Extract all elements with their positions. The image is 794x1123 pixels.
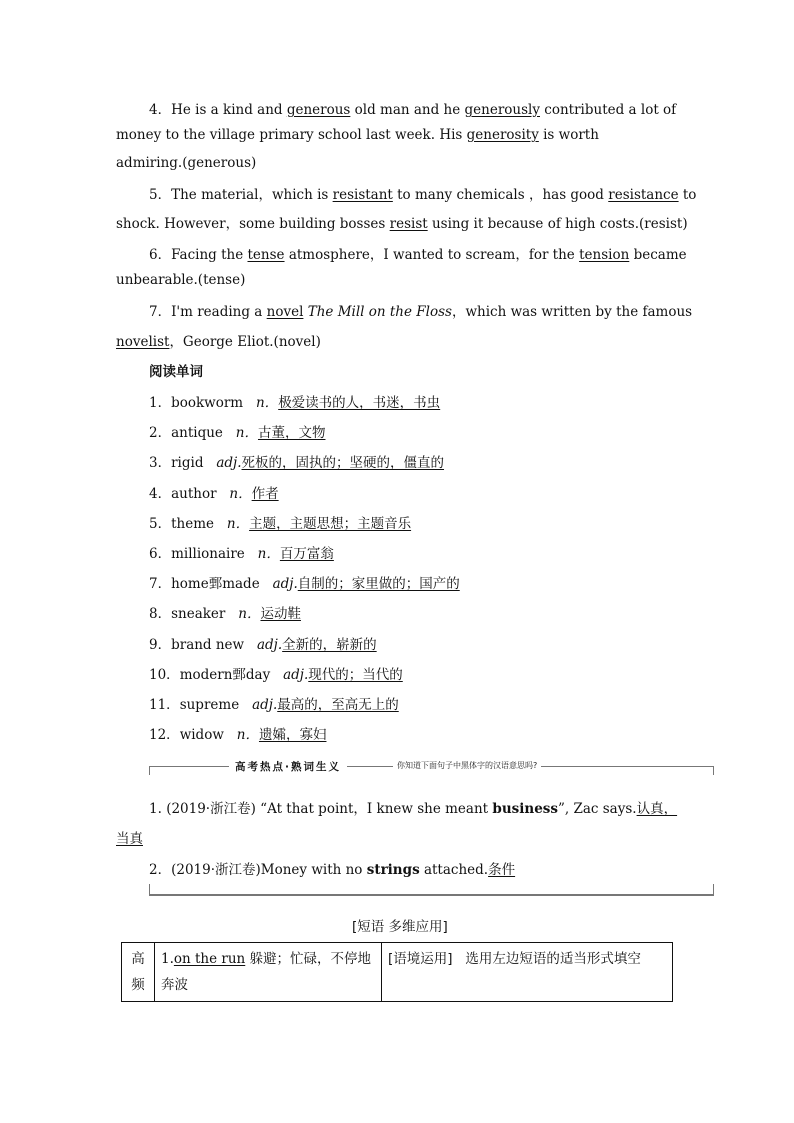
list-item [149,421,325,441]
table-row [122,943,673,1002]
exercise-4-line-2: money to the village primary school last week. His generosity is worth [116,127,599,143]
word-meaning: 极爱读书的人，书迷，书虫 [278,395,441,411]
word-pos: n． [257,546,280,562]
bold-word-business: business [492,801,558,817]
list-item [149,512,411,532]
word-term: brand new [171,636,245,653]
list-item [149,391,440,411]
answer-resistant: resistant [332,187,393,203]
exercise-5-line-2: shock. However，some building bosses resist using it because of high costs.(resist) [116,216,688,232]
word-term: rigid [171,455,204,472]
word-meaning: 全新的，崭新的 [282,636,377,653]
phrase-table [121,942,673,1002]
hotspot-item-2: 2．(2019·浙江卷)Money with no strings attached.条件 [149,862,516,878]
list-item [149,542,334,562]
hotspot-item-1-line-1: 1. (2019·浙江卷) “At that point，I knew she meant business”, Zac says.认真， [149,801,678,817]
list-item [149,451,444,471]
word-number: 9． [149,636,172,653]
answer-resistance: resistance [608,187,679,203]
word-pos: adj. [256,636,283,653]
word-number: 11． [149,697,180,713]
bold-word-strings: strings [366,862,420,878]
word-number: 8． [149,606,172,623]
word-number: 10． [149,666,180,683]
answer-resist: resist [389,216,428,232]
hotspot-item-1-line-2 [116,827,143,847]
list-item [149,482,279,502]
list-item [149,663,403,683]
word-pos: adj. [252,697,278,713]
answer-tense: tense [247,247,285,263]
exercise-5-line-1: 5．The material，which is resistant to many chemicals ，has good resistance to [149,187,697,203]
word-meaning: 现代的；当代的 [308,666,403,683]
word-meaning: 遗孀，寡妇 [258,727,327,744]
word-meaning: 自制的；家里做的；国产的 [297,576,460,593]
word-pos: adj. [272,576,298,593]
phrase-meaning: 躲避；忙碌，不停地奔波 [161,951,372,993]
answer-generous: generous [286,102,351,118]
book-title: The Mill on the Floss [307,304,452,320]
exercise-4-line-1: 4．He is a kind and generous old man and he generously contributed a lot of [149,102,677,118]
answer-generously: generously [464,102,540,118]
exercise-7-line-2: novelist，George Eliot.(novel) [116,334,321,350]
hotspot-title: 高考热点·熟词生义 [229,759,347,774]
word-term: home鄄made [171,576,260,593]
answer-tension: tension [579,247,630,263]
word-pos: n． [235,425,258,442]
answer-novelist: novelist [116,334,170,350]
word-term: widow [179,727,224,744]
answer-business: 认真， [636,801,678,817]
word-meaning: 运动鞋 [260,606,301,623]
context-text: 选用左边短语的适当形式填空 [465,951,641,967]
word-term: supreme [179,697,240,713]
answer-strings: 条件 [488,862,516,878]
exercise-6-line-1: 6．Facing the tense atmosphere，I wanted to scream，for the tension became [149,247,687,263]
word-pos: n． [238,606,261,623]
word-number: 1． [149,395,172,411]
phrase-cell: 1.on the run 躲避；忙碌，不停地奔波 [155,943,382,1002]
answer-generosity: generosity [466,127,539,143]
word-term: modern鄄day [179,666,271,683]
exercise-7-line-1: 7．I'm reading a novel The Mill on the Floss，which was written by the famous [149,304,693,320]
row-label: 高频 [122,943,155,1002]
list-item [149,572,460,592]
word-pos: n． [226,515,250,532]
hotspot-note: 你知道下面句子中黑体字的汉语意思吗? [393,760,541,771]
word-term: author [171,485,217,502]
word-number: 2． [149,425,172,442]
answer-novel: novel [266,304,304,320]
phrases-heading: [短语 多维应用] [352,919,448,935]
word-term: antique [171,425,223,442]
word-meaning: 作者 [251,485,279,502]
word-number: 12． [149,727,180,744]
word-term: bookworm [171,395,244,411]
exercise-6-line-2: unbearable.(tense) [116,272,246,288]
context-tag: [语境运用] [388,951,453,967]
word-meaning: 死板的，固执的；坚硬的，僵直的 [241,455,445,472]
word-term: theme [171,515,214,532]
list-item [149,602,301,622]
word-pos: n． [236,727,259,744]
word-number: 6． [149,546,172,562]
phrase-on-the-run: on the run [173,951,246,967]
word-pos: adj. [216,455,242,472]
word-number: 3． [149,455,172,472]
word-pos: adj. [283,666,309,683]
exercise-4-line-3: admiring.(generous) [116,155,257,171]
word-term: sneaker [171,606,226,623]
reading-words-heading: 阅读单词 [149,364,203,380]
list-item [149,723,326,743]
word-number: 4． [149,485,172,502]
list-item [149,693,399,713]
word-pos: n． [229,485,252,502]
word-meaning: 主题，主题思想；主题音乐 [249,515,412,532]
word-term: millionaire [171,546,245,562]
word-meaning: 古董，文物 [257,425,326,442]
hotspot-bottom-border [149,884,714,896]
list-item [149,633,377,653]
answer-business-cont: 当真 [116,831,143,847]
word-number: 5． [149,515,172,532]
word-pos: n． [255,395,279,411]
word-meaning: 最高的，至高无上的 [277,697,399,713]
word-meaning: 百万富翁 [279,546,334,562]
word-number: 7． [149,576,172,593]
context-cell [382,943,673,1002]
